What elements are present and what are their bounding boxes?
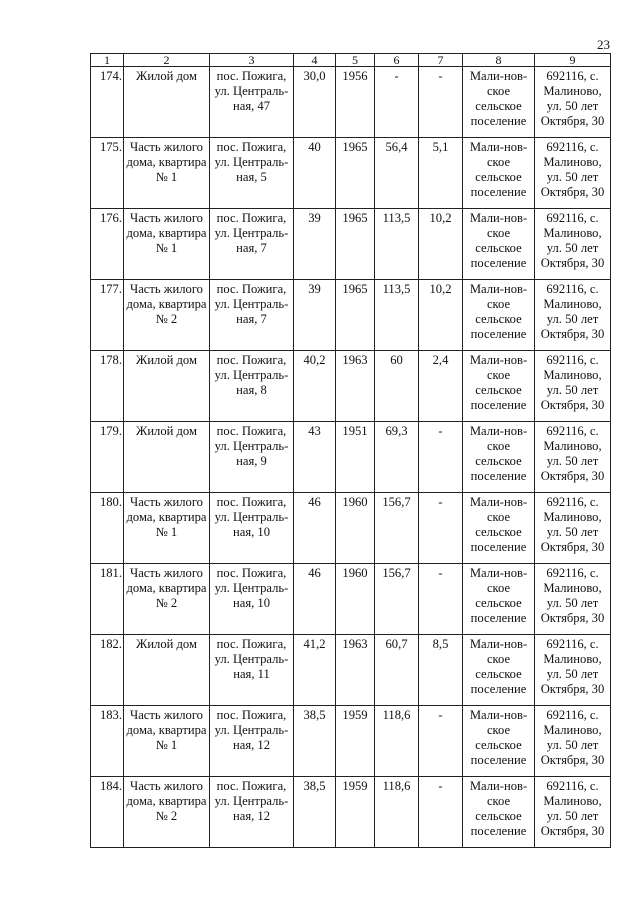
object-owner: Мали-нов-ское сельское поселение <box>463 351 535 422</box>
object-address: пос. Пожига, ул. Централь-ная, 12 <box>210 706 294 777</box>
object-owner: Мали-нов-ское сельское поселение <box>463 209 535 280</box>
object-area: 46 <box>294 564 336 635</box>
column-header: 4 <box>294 54 336 67</box>
object-value-2: - <box>419 493 463 564</box>
object-value-2: - <box>419 422 463 493</box>
table-row <box>91 209 611 280</box>
object-value: 118,6 <box>375 706 419 777</box>
table-row <box>91 706 611 777</box>
object-owner: Мали-нов-ское сельское поселение <box>463 493 535 564</box>
object-value: 60 <box>375 351 419 422</box>
row-number: 175. <box>91 138 124 209</box>
object-address: пос. Пожига, ул. Централь-ная, 10 <box>210 564 294 635</box>
property-registry-table <box>90 53 611 848</box>
object-area: 43 <box>294 422 336 493</box>
row-number: 176. <box>91 209 124 280</box>
owner-contact: 692116, с. Малиново, ул. 50 лет Октября, 30 <box>535 67 611 138</box>
table-row <box>91 493 611 564</box>
owner-contact: 692116, с. Малиново, ул. 50 лет Октября, 30 <box>535 209 611 280</box>
object-area: 39 <box>294 209 336 280</box>
object-year: 1965 <box>336 209 375 280</box>
owner-contact: 692116, с. Малиново, ул. 50 лет Октября, 30 <box>535 564 611 635</box>
column-header: 9 <box>535 54 611 67</box>
object-year: 1959 <box>336 706 375 777</box>
object-value: 156,7 <box>375 493 419 564</box>
column-header: 2 <box>124 54 210 67</box>
row-number: 184. <box>91 777 124 848</box>
object-year: 1960 <box>336 564 375 635</box>
owner-contact: 692116, с. Малиново, ул. 50 лет Октября, 30 <box>535 351 611 422</box>
object-name: Часть жилого дома, квартира № 2 <box>124 280 210 351</box>
object-name: Жилой дом <box>124 67 210 138</box>
object-area: 30,0 <box>294 67 336 138</box>
object-value-2: - <box>419 777 463 848</box>
object-year: 1965 <box>336 138 375 209</box>
object-name: Часть жилого дома, квартира № 1 <box>124 209 210 280</box>
table-row <box>91 777 611 848</box>
owner-contact: 692116, с. Малиново, ул. 50 лет Октября, 30 <box>535 635 611 706</box>
object-area: 40,2 <box>294 351 336 422</box>
object-owner: Мали-нов-ское сельское поселение <box>463 280 535 351</box>
object-value: 56,4 <box>375 138 419 209</box>
table-row <box>91 138 611 209</box>
object-address: пос. Пожига, ул. Централь-ная, 9 <box>210 422 294 493</box>
object-name: Жилой дом <box>124 635 210 706</box>
object-owner: Мали-нов-ское сельское поселение <box>463 635 535 706</box>
row-number: 177. <box>91 280 124 351</box>
object-value: 113,5 <box>375 280 419 351</box>
object-name: Часть жилого дома, квартира № 2 <box>124 564 210 635</box>
object-value-2: 10,2 <box>419 280 463 351</box>
object-area: 38,5 <box>294 777 336 848</box>
table-row <box>91 67 611 138</box>
column-header: 5 <box>336 54 375 67</box>
row-number: 178. <box>91 351 124 422</box>
object-value-2: 10,2 <box>419 209 463 280</box>
object-address: пос. Пожига, ул. Централь-ная, 7 <box>210 280 294 351</box>
owner-contact: 692116, с. Малиново, ул. 50 лет Октября, 30 <box>535 706 611 777</box>
row-number: 174. <box>91 67 124 138</box>
object-owner: Мали-нов-ское сельское поселение <box>463 706 535 777</box>
object-address: пос. Пожига, ул. Централь-ная, 10 <box>210 493 294 564</box>
object-name: Жилой дом <box>124 422 210 493</box>
object-year: 1960 <box>336 493 375 564</box>
object-year: 1956 <box>336 67 375 138</box>
object-owner: Мали-нов-ское сельское поселение <box>463 422 535 493</box>
header-row <box>91 54 611 67</box>
object-area: 39 <box>294 280 336 351</box>
object-year: 1959 <box>336 777 375 848</box>
object-owner: Мали-нов-ское сельское поселение <box>463 564 535 635</box>
object-value-2: - <box>419 564 463 635</box>
object-value: 118,6 <box>375 777 419 848</box>
owner-contact: 692116, с. Малиново, ул. 50 лет Октября, 30 <box>535 422 611 493</box>
object-name: Часть жилого дома, квартира № 1 <box>124 138 210 209</box>
column-header: 3 <box>210 54 294 67</box>
object-area: 41,2 <box>294 635 336 706</box>
table-row <box>91 351 611 422</box>
object-value: 69,3 <box>375 422 419 493</box>
object-value-2: 8,5 <box>419 635 463 706</box>
object-name: Часть жилого дома, квартира № 2 <box>124 777 210 848</box>
object-owner: Мали-нов-ское сельское поселение <box>463 777 535 848</box>
object-address: пос. Пожига, ул. Централь-ная, 5 <box>210 138 294 209</box>
column-header: 7 <box>419 54 463 67</box>
object-address: пос. Пожига, ул. Централь-ная, 12 <box>210 777 294 848</box>
object-address: пос. Пожига, ул. Централь-ная, 8 <box>210 351 294 422</box>
object-name: Часть жилого дома, квартира № 1 <box>124 706 210 777</box>
object-value: - <box>375 67 419 138</box>
object-address: пос. Пожига, ул. Централь-ная, 7 <box>210 209 294 280</box>
row-number: 183. <box>91 706 124 777</box>
owner-contact: 692116, с. Малиново, ул. 50 лет Октября, 30 <box>535 493 611 564</box>
object-year: 1963 <box>336 635 375 706</box>
owner-contact: 692116, с. Малиново, ул. 50 лет Октября, 30 <box>535 138 611 209</box>
object-owner: Мали-нов-ское сельское поселение <box>463 138 535 209</box>
row-number: 181. <box>91 564 124 635</box>
object-value-2: - <box>419 67 463 138</box>
row-number: 182. <box>91 635 124 706</box>
row-number: 179. <box>91 422 124 493</box>
object-address: пос. Пожига, ул. Централь-ная, 47 <box>210 67 294 138</box>
owner-contact: 692116, с. Малиново, ул. 50 лет Октября, 30 <box>535 280 611 351</box>
table-row <box>91 564 611 635</box>
object-name: Часть жилого дома, квартира № 1 <box>124 493 210 564</box>
object-value-2: 5,1 <box>419 138 463 209</box>
object-area: 38,5 <box>294 706 336 777</box>
object-area: 46 <box>294 493 336 564</box>
object-year: 1951 <box>336 422 375 493</box>
table-row <box>91 635 611 706</box>
object-value: 113,5 <box>375 209 419 280</box>
object-name: Жилой дом <box>124 351 210 422</box>
object-value: 60,7 <box>375 635 419 706</box>
table-row <box>91 280 611 351</box>
column-header: 6 <box>375 54 419 67</box>
object-area: 40 <box>294 138 336 209</box>
object-value-2: - <box>419 706 463 777</box>
table-row <box>91 422 611 493</box>
object-owner: Мали-нов-ское сельское поселение <box>463 67 535 138</box>
object-year: 1963 <box>336 351 375 422</box>
object-value: 156,7 <box>375 564 419 635</box>
owner-contact: 692116, с. Малиново, ул. 50 лет Октября, 30 <box>535 777 611 848</box>
object-address: пос. Пожига, ул. Централь-ная, 11 <box>210 635 294 706</box>
object-value-2: 2,4 <box>419 351 463 422</box>
page-number: 23 <box>597 37 610 52</box>
column-header: 1 <box>91 54 124 67</box>
object-year: 1965 <box>336 280 375 351</box>
row-number: 180. <box>91 493 124 564</box>
column-header: 8 <box>463 54 535 67</box>
